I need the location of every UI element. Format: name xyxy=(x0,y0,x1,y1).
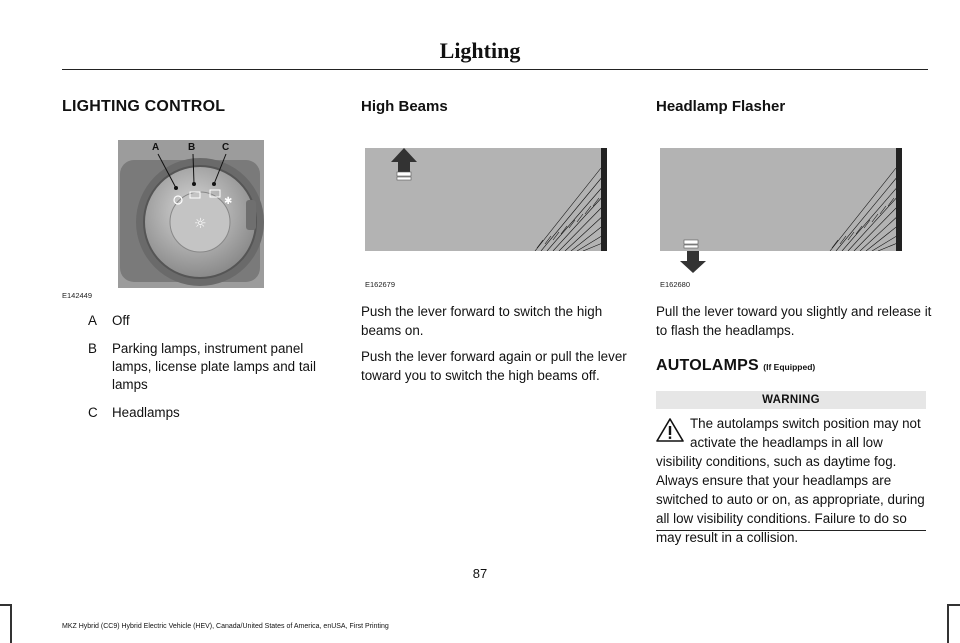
lighting-control-heading: LIGHTING CONTROL xyxy=(62,98,226,115)
arrow-down-icon xyxy=(680,251,706,273)
legend-text: Headlamps xyxy=(112,405,180,420)
autolamps-heading: AUTOLAMPS xyxy=(656,357,759,374)
warning-banner: WARNING xyxy=(656,391,926,409)
crop-mark xyxy=(947,604,960,606)
figure-letter-b: B xyxy=(188,142,196,153)
figure-code-e142449: E142449 xyxy=(62,291,93,300)
figure-code-e162680: E162680 xyxy=(660,280,691,289)
high-beams-figure xyxy=(365,148,607,251)
lever-forward-illustration xyxy=(365,148,607,251)
warning-triangle-icon xyxy=(656,418,684,442)
headlamp-switch-illustration xyxy=(118,140,264,288)
crop-mark xyxy=(947,604,949,643)
crop-mark xyxy=(0,604,11,606)
svg-text:✱: ✱ xyxy=(224,196,233,207)
high-beams-heading: High Beams xyxy=(361,98,448,115)
headlamp-flasher-figure xyxy=(660,148,902,251)
legend-text: Off xyxy=(112,313,130,328)
warning-text: The autolamps switch position may not activate the headlamps in all low visibility conditions, such as daytime fog. Always ensure that your headlamps are switched to auto or on, as appropriate, during all low visibility conditions. Failure to do so may result in a collision. xyxy=(656,416,925,545)
autolamps-qualifier: (If Equipped) xyxy=(763,362,816,372)
warning-divider xyxy=(656,530,926,531)
lighting-control-legend xyxy=(62,312,340,432)
lever-pull-illustration xyxy=(660,148,902,251)
headlamp-flasher-heading: Headlamp Flasher xyxy=(656,98,786,115)
warning-block xyxy=(656,414,928,547)
headlamp-flasher-text: Pull the lever toward you slightly and release it to flash the headlamps. xyxy=(656,304,932,338)
figure-letter-a: A xyxy=(152,142,160,153)
figure-code-e162679: E162679 xyxy=(365,280,396,289)
legend-key: C xyxy=(88,405,98,420)
high-beams-text xyxy=(361,302,633,392)
page-title: Lighting xyxy=(439,38,521,63)
header-divider xyxy=(62,69,928,70)
page-number: 87 xyxy=(472,566,488,581)
lighting-control-figure xyxy=(118,140,264,288)
legend-key: B xyxy=(88,341,97,356)
legend-text: Parking lamps, instrument panel lamps, license plate lamps and tail lamps xyxy=(112,341,316,392)
autolamps-heading-group xyxy=(656,357,815,375)
figure-letter-c: C xyxy=(222,142,230,153)
legend-item xyxy=(62,404,340,422)
paragraph: Push the lever forward again or pull the lever toward you to switch the high beams off. xyxy=(361,349,627,383)
legend-item xyxy=(62,340,340,394)
crop-mark xyxy=(10,604,12,643)
legend-item xyxy=(62,312,340,330)
edition-footer: MKZ Hybrid (CC9) Hybrid Electric Vehicle (HEV), Canada/United States of America, enUSA, First Printing xyxy=(62,623,389,630)
paragraph: Push the lever forward to switch the high beams on. xyxy=(361,304,603,338)
svg-text:☼: ☼ xyxy=(194,216,207,232)
legend-key: A xyxy=(88,313,97,328)
